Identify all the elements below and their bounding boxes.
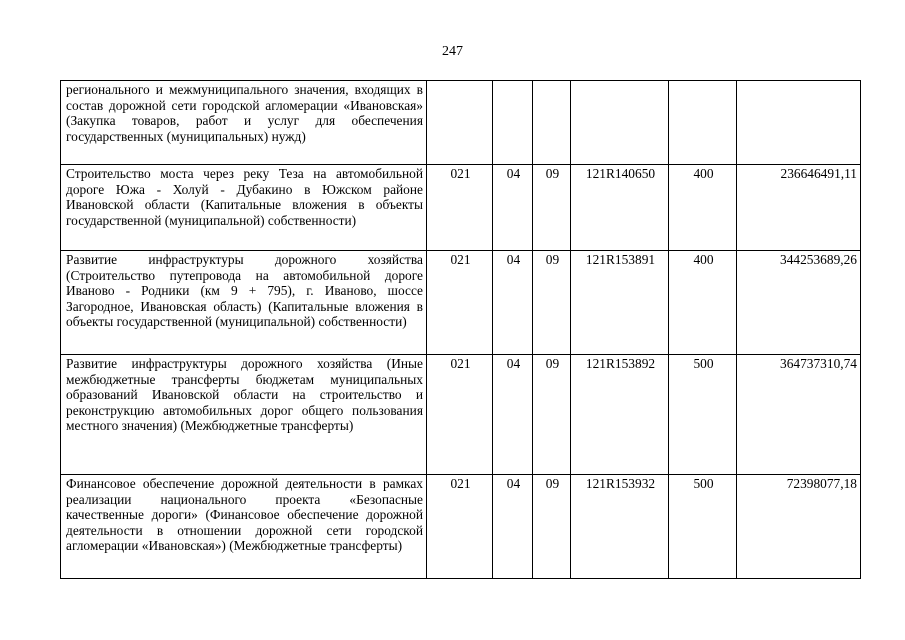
table-row bbox=[61, 81, 861, 165]
row-description: Развитие инфраструктуры дорожного хозяйства (Иные межбюджетные трансферты бюджетам муниципальных образований Ивановской области на строительство и реконструкцию автомобильных дорог общего пользования местного значения) (Межбюджетные трансферты) bbox=[61, 355, 427, 475]
row-vr: 500 bbox=[669, 475, 737, 579]
row-grbs: 021 bbox=[427, 475, 493, 579]
row-grbs: 021 bbox=[427, 355, 493, 475]
row-podrazdel: 09 bbox=[533, 165, 571, 251]
row-sum: 72398077,18 bbox=[737, 475, 861, 579]
row-razdel: 04 bbox=[493, 165, 533, 251]
row-razdel: 04 bbox=[493, 475, 533, 579]
row-sum bbox=[737, 81, 861, 165]
row-csr bbox=[571, 81, 669, 165]
table-row bbox=[61, 251, 861, 355]
row-csr: 121R153891 bbox=[571, 251, 669, 355]
row-description: Финансовое обеспечение дорожной деятельности в рамках реализации национального проекта «Безопасные качественные дороги» (Финансовое обеспечение дорожной деятельности в отношении дорожной сети городской агломерации «Ивановская») (Межбюджетные трансферты) bbox=[61, 475, 427, 579]
budget-table bbox=[60, 80, 861, 579]
row-sum: 364737310,74 bbox=[737, 355, 861, 475]
row-razdel: 04 bbox=[493, 251, 533, 355]
row-podrazdel: 09 bbox=[533, 355, 571, 475]
table-row bbox=[61, 355, 861, 475]
row-podrazdel bbox=[533, 81, 571, 165]
table-row bbox=[61, 475, 861, 579]
row-podrazdel: 09 bbox=[533, 475, 571, 579]
row-vr: 400 bbox=[669, 165, 737, 251]
row-grbs: 021 bbox=[427, 251, 493, 355]
row-podrazdel: 09 bbox=[533, 251, 571, 355]
row-vr bbox=[669, 81, 737, 165]
row-csr: 121R140650 bbox=[571, 165, 669, 251]
row-razdel bbox=[493, 81, 533, 165]
table-row bbox=[61, 165, 861, 251]
row-vr: 400 bbox=[669, 251, 737, 355]
row-description: регионального и межмуниципального значения, входящих в состав дорожной сети городской агломерации «Ивановская» (Закупка товаров, работ и услуг для обеспечения государственных (муниципальных) нужд) bbox=[61, 81, 427, 165]
row-sum: 344253689,26 bbox=[737, 251, 861, 355]
row-csr: 121R153892 bbox=[571, 355, 669, 475]
row-sum: 236646491,11 bbox=[737, 165, 861, 251]
row-grbs bbox=[427, 81, 493, 165]
row-csr: 121R153932 bbox=[571, 475, 669, 579]
row-description: Строительство моста через реку Теза на автомобильной дороге Южа - Холуй - Дубакино в Южском районе Ивановской области (Капитальные вложения в объекты государственной (муниципальной) собственности) bbox=[61, 165, 427, 251]
row-description: Развитие инфраструктуры дорожного хозяйства (Строительство путепровода на автомобильной дороге Иваново - Родники (км 9 + 795), г. Иваново, шоссе Загородное, Ивановская область) (Капитальные вложения в объекты государственной (муниципальной) собственности) bbox=[61, 251, 427, 355]
row-grbs: 021 bbox=[427, 165, 493, 251]
row-vr: 500 bbox=[669, 355, 737, 475]
row-razdel: 04 bbox=[493, 355, 533, 475]
page-number: 247 bbox=[442, 44, 463, 59]
